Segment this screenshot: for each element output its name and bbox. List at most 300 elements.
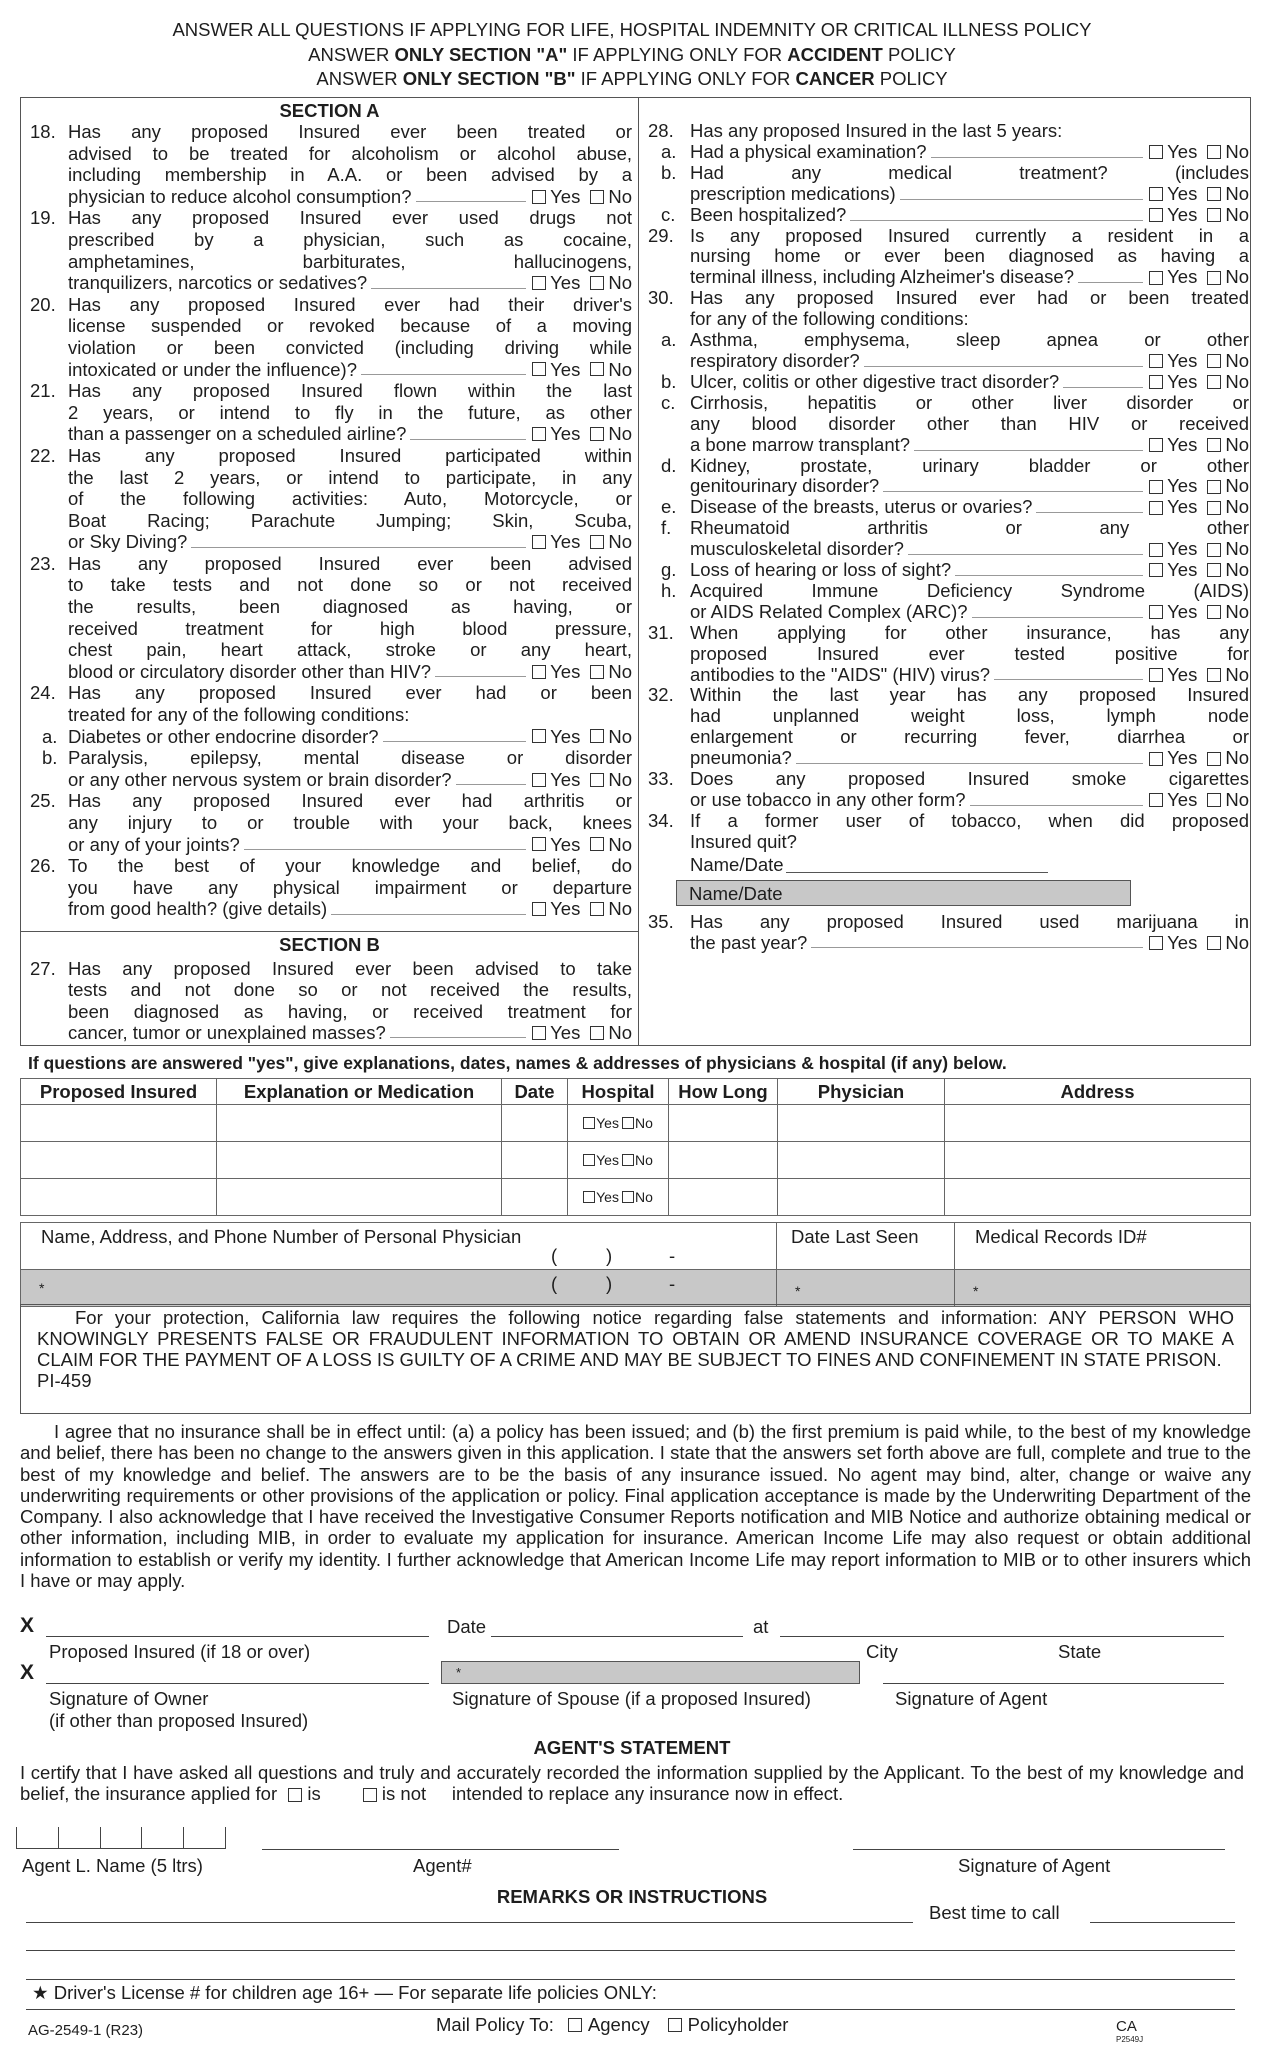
question-number: h. xyxy=(661,579,677,601)
owner-signature-line[interactable] xyxy=(46,1683,429,1684)
question-28b-yes-checkbox[interactable] xyxy=(1149,187,1163,201)
no-label: No xyxy=(1225,349,1249,371)
question-text: Boat Racing; Parachute Jumping; Skin, Scuba, xyxy=(68,509,632,531)
question-line xyxy=(690,560,1249,581)
question-22-yes-no xyxy=(532,531,632,553)
question-text: any blood disorder other than HIV or received xyxy=(690,413,1249,434)
hospital-row-2-yes-no xyxy=(583,1152,653,1168)
no-label: No xyxy=(1225,600,1249,622)
leader-line xyxy=(914,450,1143,451)
question-32 xyxy=(648,685,1249,769)
agent-name-letter-box[interactable] xyxy=(58,1827,100,1849)
explanation-table xyxy=(20,1078,1251,1216)
hospital-row-2-no-checkbox[interactable] xyxy=(622,1154,634,1166)
question-line xyxy=(68,272,632,294)
leader-line xyxy=(931,157,1144,158)
question-text: license suspended or revoked because of a moving xyxy=(68,315,632,337)
question-text: proposed Insured ever tested positive for xyxy=(690,643,1249,664)
remarks-line-2[interactable] xyxy=(26,1950,1235,1951)
location-line[interactable] xyxy=(780,1636,1224,1637)
agent-name-letter-box[interactable] xyxy=(141,1827,183,1849)
question-26-yes-no xyxy=(532,898,632,920)
question-number: 34. xyxy=(648,809,674,831)
explanation-row xyxy=(21,1142,1251,1179)
question-text: tests and not done so or not received the results, xyxy=(68,979,632,1001)
question-32-yes-checkbox[interactable] xyxy=(1149,752,1163,766)
question-25-yes-no xyxy=(532,834,632,856)
question-30a-yes-checkbox[interactable] xyxy=(1149,354,1163,368)
yes-label: Yes xyxy=(550,660,581,682)
explanation-cell[interactable] xyxy=(568,1179,669,1216)
question-text: Has any proposed Insured ever been treated or xyxy=(68,121,632,142)
question-line xyxy=(690,602,1249,623)
yes-label: Yes xyxy=(1167,747,1198,769)
question-number: b. xyxy=(42,747,58,769)
question-text: than a passenger on a scheduled airline? xyxy=(68,423,407,445)
explanation-cell[interactable] xyxy=(778,1142,945,1179)
question-34 xyxy=(648,811,1249,906)
section-b-column xyxy=(30,958,632,1043)
question-line xyxy=(68,1022,632,1043)
physician-name-label: Name, Address, and Phone Number of Personal Physician xyxy=(41,1226,522,1247)
question-text: Ulcer, colitis or other digestive tract disorder? xyxy=(690,370,1060,392)
leader-line xyxy=(456,784,527,785)
hospital-row-3-yes-checkbox[interactable] xyxy=(583,1191,595,1203)
agent-name-letter-box[interactable] xyxy=(183,1827,226,1849)
leader-line xyxy=(994,679,1143,680)
section-a-title: SECTION A xyxy=(279,100,380,121)
explanation-cell[interactable] xyxy=(669,1105,778,1142)
explanation-cell[interactable] xyxy=(502,1142,568,1179)
explanation-row xyxy=(21,1105,1251,1142)
question-text: Has any proposed Insured ever been advised to take xyxy=(68,958,632,979)
question-21 xyxy=(30,380,632,445)
question-21-yes-checkbox[interactable] xyxy=(532,427,546,441)
question-number: e. xyxy=(661,496,677,518)
question-28b-no-checkbox[interactable] xyxy=(1207,187,1221,201)
agent-last-name-boxes[interactable] xyxy=(16,1827,226,1849)
question-line xyxy=(690,790,1249,811)
question-30h-no-checkbox[interactable] xyxy=(1207,605,1221,619)
question-28 xyxy=(648,121,1249,142)
question-30f-yes-checkbox[interactable] xyxy=(1149,543,1163,557)
proposed-insured-signature-line[interactable] xyxy=(46,1636,429,1637)
question-text: Cirrhosis, hepatitis or other liver disorder or xyxy=(690,392,1249,413)
drivers-license-line[interactable] xyxy=(26,2009,1235,2010)
question-text: pneumonia? xyxy=(690,747,792,769)
question-text: genitourinary disorder? xyxy=(690,475,880,497)
explanation-cell[interactable] xyxy=(502,1105,568,1142)
tobacco-quit-name-date xyxy=(690,855,1249,876)
question-29-yes-checkbox[interactable] xyxy=(1149,271,1163,285)
section-b-title: SECTION B xyxy=(279,934,380,955)
question-20-yes-checkbox[interactable] xyxy=(532,362,546,376)
question-23-yes-checkbox[interactable] xyxy=(532,665,546,679)
question-18-yes-checkbox[interactable] xyxy=(532,190,546,204)
question-28a xyxy=(648,142,1249,163)
header-line-3 xyxy=(0,67,1264,92)
question-27-no-checkbox[interactable] xyxy=(590,1026,604,1040)
question-19-yes-checkbox[interactable] xyxy=(532,276,546,290)
physician-grey-field[interactable] xyxy=(21,1270,777,1307)
question-24a xyxy=(30,726,632,748)
hospital-row-1-yes-checkbox[interactable] xyxy=(583,1117,595,1129)
question-text: Insured quit? xyxy=(690,831,797,852)
phone-dash-2: - xyxy=(669,1273,676,1294)
explanation-cell[interactable] xyxy=(21,1179,217,1216)
question-text: Loss of hearing or loss of sight? xyxy=(690,559,952,581)
question-24a-yes-checkbox[interactable] xyxy=(532,729,546,743)
no-label: No xyxy=(608,272,632,294)
question-30e xyxy=(648,497,1249,518)
question-28c-yes-checkbox[interactable] xyxy=(1149,208,1163,222)
question-26-yes-checkbox[interactable] xyxy=(532,902,546,916)
yes-label: Yes xyxy=(1167,140,1198,162)
question-text: Within the last year has any proposed Insured xyxy=(690,685,1249,706)
question-text: the results, been diagnosed as having, or xyxy=(68,596,632,618)
question-text: tranquilizers, narcotics or sedatives? xyxy=(68,272,368,294)
explanation-cell[interactable] xyxy=(669,1142,778,1179)
medical-records-id-label: Medical Records ID# xyxy=(975,1226,1147,1247)
leader-line xyxy=(191,547,526,548)
question-text: Has any proposed Insured in the last 5 years: xyxy=(690,121,1063,141)
question-30c-yes-checkbox[interactable] xyxy=(1149,438,1163,452)
question-line xyxy=(690,476,1249,497)
explanation-cell[interactable] xyxy=(217,1105,502,1142)
question-28b xyxy=(648,163,1249,205)
explanation-row xyxy=(21,1179,1251,1216)
explanation-cell[interactable] xyxy=(778,1105,945,1142)
question-text: or Sky Diving? xyxy=(68,531,188,553)
question-text: you have any physical impairment or departure xyxy=(68,876,632,898)
question-text: physician to reduce alcohol consumption? xyxy=(68,185,412,207)
question-19 xyxy=(30,207,632,293)
phone-area-code-open: ( xyxy=(551,1245,558,1266)
no-label: No xyxy=(1225,182,1249,204)
explanation-cell[interactable] xyxy=(502,1179,568,1216)
hospital-row-3-yes-no xyxy=(583,1189,653,1205)
question-23-no-checkbox[interactable] xyxy=(590,665,604,679)
leader-line xyxy=(1036,512,1143,513)
question-text: musculoskeletal disorder? xyxy=(690,538,904,560)
question-18-no-checkbox[interactable] xyxy=(590,190,604,204)
no-label: No xyxy=(1225,496,1249,518)
question-text: Has any proposed Insured ever had their driver's xyxy=(68,293,632,315)
no-label: No xyxy=(634,1114,653,1131)
question-22-yes-checkbox[interactable] xyxy=(532,535,546,549)
question-28c-no-checkbox[interactable] xyxy=(1207,208,1221,222)
agent-name-letter-box[interactable] xyxy=(100,1827,142,1849)
question-text: If a former user of tobacco, when did proposed xyxy=(690,810,1249,831)
question-text: cancer, tumor or unexplained masses? xyxy=(68,1021,386,1043)
yes-label: Yes xyxy=(1167,349,1198,371)
question-31-yes-checkbox[interactable] xyxy=(1149,668,1163,682)
question-31-no-checkbox[interactable] xyxy=(1207,668,1221,682)
explanation-instruction: If questions are answered "yes", give explanations, dates, names & addresses of physicians & hospital (if any) below. xyxy=(28,1053,1007,1073)
column-header: Address xyxy=(945,1079,1251,1105)
question-29-no-checkbox[interactable] xyxy=(1207,271,1221,285)
agent-signature-line[interactable] xyxy=(883,1683,1224,1684)
question-32-no-checkbox[interactable] xyxy=(1207,752,1221,766)
physician-name-field[interactable] xyxy=(21,1223,777,1270)
question-22-no-checkbox[interactable] xyxy=(590,535,604,549)
name-date-grey-field[interactable] xyxy=(676,880,1131,906)
name-date-label: Name/Date xyxy=(690,853,784,875)
required-star: * xyxy=(39,1280,45,1296)
no-label: No xyxy=(1225,203,1249,225)
best-time-label: Best time to call xyxy=(929,1902,1060,1923)
leader-line xyxy=(850,220,1143,221)
question-text: When applying for other insurance, has any xyxy=(690,622,1249,643)
agent-name-letter-box[interactable] xyxy=(16,1827,58,1849)
question-line xyxy=(690,205,1249,226)
date-last-seen-field[interactable] xyxy=(777,1223,955,1270)
question-33-yes-checkbox[interactable] xyxy=(1149,793,1163,807)
date-line[interactable] xyxy=(491,1636,743,1637)
question-text: any injury to or trouble with your back, knees xyxy=(68,812,632,833)
hospital-row-1-yes-no xyxy=(583,1115,653,1131)
question-35-yes-checkbox[interactable] xyxy=(1149,936,1163,950)
question-number: c. xyxy=(661,391,676,413)
question-text: treated for any of the following conditions: xyxy=(68,704,410,726)
question-25-no-checkbox[interactable] xyxy=(590,837,604,851)
question-text: Has any proposed Insured ever had or been treated xyxy=(690,288,1249,309)
question-30e-no-checkbox[interactable] xyxy=(1207,501,1221,515)
question-24b-no-checkbox[interactable] xyxy=(590,773,604,787)
question-number: 26. xyxy=(30,855,56,877)
explanation-cell[interactable] xyxy=(945,1142,1251,1179)
question-number: c. xyxy=(661,203,676,225)
leader-line xyxy=(435,676,526,677)
hospital-row-1-no-checkbox[interactable] xyxy=(622,1117,634,1129)
question-number: 19. xyxy=(30,207,56,229)
no-label: No xyxy=(1225,747,1249,769)
replace-is-not-label: is not xyxy=(381,1783,427,1805)
medical-records-grey-field[interactable] xyxy=(955,1270,1251,1307)
question-30d-no-checkbox[interactable] xyxy=(1207,480,1221,494)
question-28b-yes-no xyxy=(1149,184,1249,205)
spouse-signature-field[interactable] xyxy=(441,1661,860,1684)
column-header: How Long xyxy=(669,1079,778,1105)
question-text: nursing home or ever been diagnosed as having a xyxy=(690,246,1249,267)
question-30f-no-checkbox[interactable] xyxy=(1207,543,1221,557)
column-header: Physician xyxy=(778,1079,945,1105)
question-30b-yes-checkbox[interactable] xyxy=(1149,375,1163,389)
question-30e-yes-no xyxy=(1149,497,1249,518)
question-35-no-checkbox[interactable] xyxy=(1207,936,1221,950)
explanation-cell[interactable] xyxy=(669,1179,778,1216)
question-text: of the following activities: Auto, Motorcycle, or xyxy=(68,488,632,510)
question-text: or AIDS Related Complex (ARC)? xyxy=(690,600,968,622)
yes-label: Yes xyxy=(550,272,581,294)
replace-is-not-checkbox[interactable] xyxy=(363,1788,377,1802)
mail-policy-to xyxy=(436,2014,788,2036)
no-label: No xyxy=(1225,475,1249,497)
yes-label: Yes xyxy=(1167,182,1198,204)
question-line xyxy=(690,665,1249,686)
hospital-row-2-yes-checkbox[interactable] xyxy=(583,1154,595,1166)
explanation-cell[interactable] xyxy=(778,1179,945,1216)
question-20-no-checkbox[interactable] xyxy=(590,362,604,376)
phone-area-code-close-2: ) xyxy=(606,1273,613,1294)
date-last-seen-grey-field[interactable] xyxy=(777,1270,955,1307)
agent-signature-line-2[interactable] xyxy=(853,1849,1225,1850)
leader-line xyxy=(900,199,1144,200)
explanation-cell[interactable] xyxy=(945,1105,1251,1142)
question-30b-yes-no xyxy=(1149,372,1249,393)
yes-label: Yes xyxy=(1167,370,1198,392)
question-30c-yes-no xyxy=(1149,435,1249,456)
question-30d-yes-no xyxy=(1149,476,1249,497)
question-27-yes-no xyxy=(532,1022,632,1043)
question-24b-yes-checkbox[interactable] xyxy=(532,773,546,787)
leader-line xyxy=(796,763,1143,764)
question-30e-yes-checkbox[interactable] xyxy=(1149,501,1163,515)
question-text: Acquired Immune Deficiency Syndrome (AIDS) xyxy=(690,580,1249,601)
form-instructions-header xyxy=(0,18,1264,92)
no-label: No xyxy=(1225,140,1249,162)
question-line xyxy=(68,769,632,791)
question-number: 28. xyxy=(648,120,674,141)
explanation-cell[interactable] xyxy=(21,1105,217,1142)
question-line xyxy=(68,726,632,748)
question-27-yes-checkbox[interactable] xyxy=(532,1026,546,1040)
question-28a-yes-checkbox[interactable] xyxy=(1149,145,1163,159)
question-text: received treatment for high blood pressure, xyxy=(68,617,632,639)
question-28a-yes-no xyxy=(1149,142,1249,163)
header-segment: ANSWER ALL QUESTIONS IF APPLYING FOR LIFE, HOSPITAL INDEMNITY OR CRITICAL ILLNESS POLICY xyxy=(172,19,1092,40)
yes-label: Yes xyxy=(1167,663,1198,685)
replace-is-checkbox[interactable] xyxy=(288,1788,302,1802)
agent-number-label: Agent# xyxy=(413,1855,472,1876)
best-time-line[interactable] xyxy=(1090,1922,1235,1923)
question-30d-yes-checkbox[interactable] xyxy=(1149,480,1163,494)
remarks-line-1[interactable] xyxy=(26,1922,913,1923)
leader-line xyxy=(1078,282,1143,283)
explanation-cell[interactable] xyxy=(217,1179,502,1216)
question-28c xyxy=(648,205,1249,226)
name-date-line[interactable] xyxy=(786,872,1048,873)
question-line xyxy=(690,351,1249,372)
question-21-no-checkbox[interactable] xyxy=(590,427,604,441)
agency-checkbox[interactable] xyxy=(568,2018,582,2032)
question-31 xyxy=(648,623,1249,686)
question-line xyxy=(690,435,1249,456)
question-30g-yes-checkbox[interactable] xyxy=(1149,563,1163,577)
policyholder-checkbox[interactable] xyxy=(668,2018,682,2032)
question-30b-no-checkbox[interactable] xyxy=(1207,375,1221,389)
question-33-no-checkbox[interactable] xyxy=(1207,793,1221,807)
question-28a-no-checkbox[interactable] xyxy=(1207,145,1221,159)
question-text: Had any medical treatment? (includes xyxy=(690,162,1249,183)
question-25-yes-checkbox[interactable] xyxy=(532,837,546,851)
question-line xyxy=(690,748,1249,769)
header-segment: ONLY SECTION "A" xyxy=(394,43,568,65)
question-number: 25. xyxy=(30,790,56,812)
question-text: Is any proposed Insured currently a resident in a xyxy=(690,225,1249,246)
remarks-line-3[interactable] xyxy=(26,1979,1235,1980)
question-text: Kidney, prostate, urinary bladder or other xyxy=(690,455,1249,476)
explanation-cell[interactable] xyxy=(568,1142,669,1179)
leader-line xyxy=(244,849,526,850)
yes-label: Yes xyxy=(550,898,581,920)
question-30h-yes-no xyxy=(1149,602,1249,623)
agent-statement-end: intended to replace any insurance now in effect. xyxy=(451,1783,844,1805)
phone-dash: - xyxy=(669,1245,676,1266)
question-30a-no-checkbox[interactable] xyxy=(1207,354,1221,368)
agent-number-line[interactable] xyxy=(262,1849,619,1850)
no-label: No xyxy=(1225,663,1249,685)
question-text: Has any proposed Insured ever used drugs not xyxy=(68,207,632,229)
question-text: from good health? (give details) xyxy=(68,898,328,920)
question-24 xyxy=(30,682,632,725)
question-30h-yes-checkbox[interactable] xyxy=(1149,605,1163,619)
question-line xyxy=(68,359,632,381)
medical-records-id-field[interactable] xyxy=(955,1223,1251,1270)
explanation-cell[interactable] xyxy=(945,1179,1251,1216)
explanation-cell[interactable] xyxy=(21,1142,217,1179)
question-number: f. xyxy=(661,517,672,539)
question-27 xyxy=(30,958,632,1043)
question-30d xyxy=(648,456,1249,498)
yes-label: Yes xyxy=(550,423,581,445)
header-line-2 xyxy=(0,43,1264,68)
question-text: intoxicated or under the influence)? xyxy=(68,358,357,380)
no-label: No xyxy=(1225,789,1249,810)
question-26-no-checkbox[interactable] xyxy=(590,902,604,916)
question-text: or any of your joints? xyxy=(68,833,240,855)
question-24a-no-checkbox[interactable] xyxy=(590,729,604,743)
question-30b xyxy=(648,372,1249,393)
yes-label: Yes xyxy=(596,1188,619,1205)
yes-label: Yes xyxy=(550,833,581,855)
question-text: To the best of your knowledge and belief, do xyxy=(68,855,632,877)
hospital-row-3-no-checkbox[interactable] xyxy=(622,1191,634,1203)
proposed-insured-label: Proposed Insured (if 18 or over) xyxy=(49,1641,311,1662)
explanation-cell[interactable] xyxy=(568,1105,669,1142)
date-label: Date xyxy=(447,1616,487,1637)
explanation-cell[interactable] xyxy=(217,1142,502,1179)
no-label: No xyxy=(608,660,632,682)
question-20-yes-no xyxy=(532,359,632,381)
header-line-1 xyxy=(0,18,1264,43)
question-30c-no-checkbox[interactable] xyxy=(1207,438,1221,452)
personal-physician-table xyxy=(20,1222,1251,1307)
leader-line xyxy=(371,288,526,289)
no-label: No xyxy=(634,1188,653,1205)
question-18 xyxy=(30,121,632,207)
no-label: No xyxy=(608,768,632,790)
remarks-title: REMARKS OR INSTRUCTIONS xyxy=(496,1886,768,1907)
question-30g-no-checkbox[interactable] xyxy=(1207,563,1221,577)
question-21-yes-no xyxy=(532,423,632,445)
question-line xyxy=(690,497,1249,518)
question-33 xyxy=(648,769,1249,811)
question-text: respiratory disorder? xyxy=(690,349,860,371)
no-label: No xyxy=(1225,266,1249,288)
question-number: 27. xyxy=(30,958,56,979)
header-segment: POLICY xyxy=(874,68,948,89)
question-number: 20. xyxy=(30,293,56,315)
california-fraud-notice xyxy=(20,1304,1251,1414)
question-text: antibodies to the "AIDS" (HIV) virus? xyxy=(690,663,991,685)
question-line xyxy=(68,531,632,553)
agreement-paragraph: I agree that no insurance shall be in effect until: (a) a policy has been issued; and (b) the first premium is paid while, to the best of my knowledge and belief, there has been no change to the answers given in this application. I state that the answers set forth above are full, complete and true to the best of my knowledge and belief. The answers are to be the basis of any insurance issued. No agent may bind, alter, change or waive any underwriting requirements or other provisions of the application or policy. Final application acceptance is made by the Underwriting Department of the Company. I also acknowledge that I have received the Investigative Consumer Reports notification and MIB Notice and authorize obtaining medical or other information, including MIB, in order to evaluate my application for insurance. American Income Life may also request or obtain additional information to establish or verify my identity. I further acknowledge that American Income Life may report information to MIB or to other insurers which I have or may apply. xyxy=(20,1421,1251,1592)
question-19-no-checkbox[interactable] xyxy=(590,276,604,290)
question-number: 30. xyxy=(648,287,674,309)
question-number: g. xyxy=(661,559,677,581)
city-label: City xyxy=(866,1641,898,1662)
